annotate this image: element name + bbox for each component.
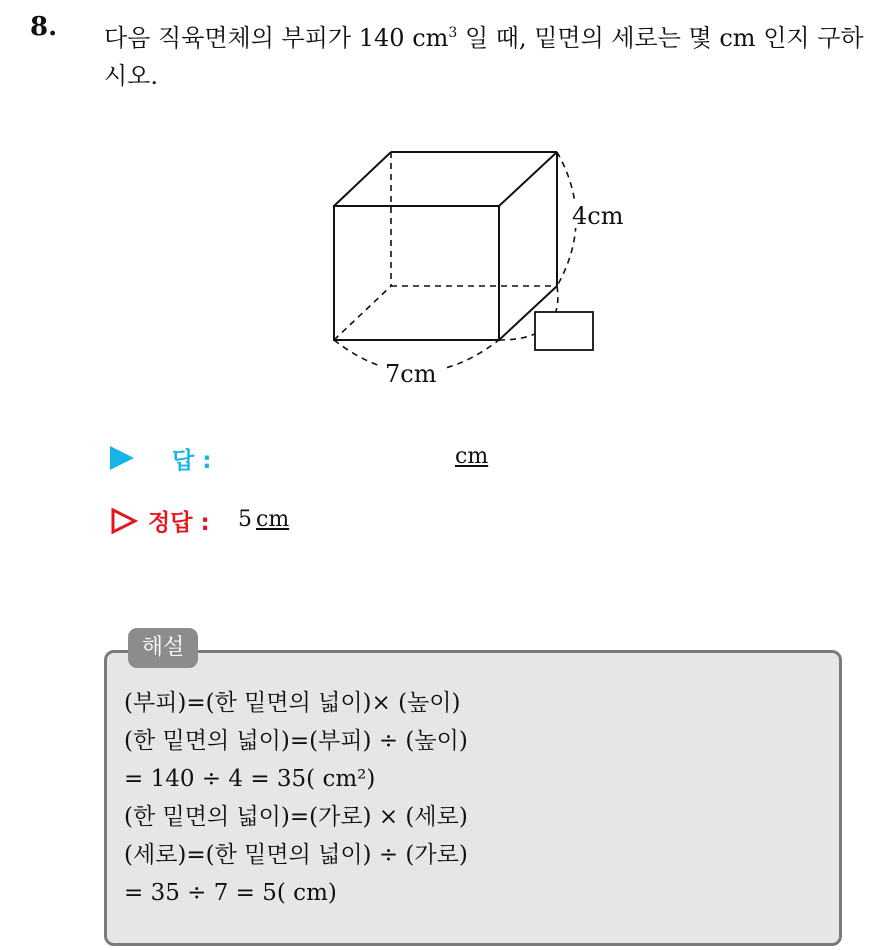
correct-answer-unit: cm xyxy=(256,507,290,532)
question-number: 8. xyxy=(30,12,58,42)
cuboid-hidden-diagonal xyxy=(334,286,391,340)
answer-unit: cm xyxy=(455,444,489,469)
correct-answer-value: 5 xyxy=(238,507,252,532)
explanation-line: (부피)=(한 밑면의 넓이)× (높이) xyxy=(124,690,461,716)
explanation-line: (한 밑면의 넓이)=(부피) ÷ (높이) xyxy=(124,728,468,754)
play-outline-icon xyxy=(110,507,138,535)
question-text xyxy=(104,14,864,95)
answer-row xyxy=(110,442,610,476)
cuboid-top-right-edge xyxy=(499,152,557,206)
explanation-line: = 35 ÷ 7 = 5( cm) xyxy=(124,880,337,906)
play-filled-icon xyxy=(110,446,134,470)
explanation-tab: 해설 xyxy=(128,628,198,668)
correct-answer-label: 정답 : xyxy=(148,510,210,536)
cuboid-top-left-edge xyxy=(334,152,391,206)
explanation-line: (한 밑면의 넓이)=(가로) × (세로) xyxy=(124,804,468,830)
question-text-end: 일 때, 밑면의 세로는 몇 cm 인지 구하시오. xyxy=(104,24,864,90)
correct-answer-value-group xyxy=(238,507,289,532)
height-label: 4cm xyxy=(572,202,624,230)
volume-unit: cm xyxy=(412,24,449,52)
depth-answer-box xyxy=(535,312,593,350)
answer-label: 답 : xyxy=(172,448,212,474)
cuboid-figure xyxy=(320,140,640,390)
cuboid-front-face xyxy=(334,206,499,340)
correct-answer-row xyxy=(110,504,510,538)
volume-exponent: 3 xyxy=(448,25,458,41)
volume-value: 140 xyxy=(358,24,405,52)
width-label: 7cm xyxy=(385,360,437,388)
explanation-line: = 140 ÷ 4 = 35( cm²) xyxy=(124,766,376,792)
explanation-line: (세로)=(한 밑면의 넓이) ÷ (가로) xyxy=(124,842,468,868)
explanation-lines xyxy=(124,684,468,912)
question-text-start: 다음 직육면체의 부피가 xyxy=(104,24,359,52)
